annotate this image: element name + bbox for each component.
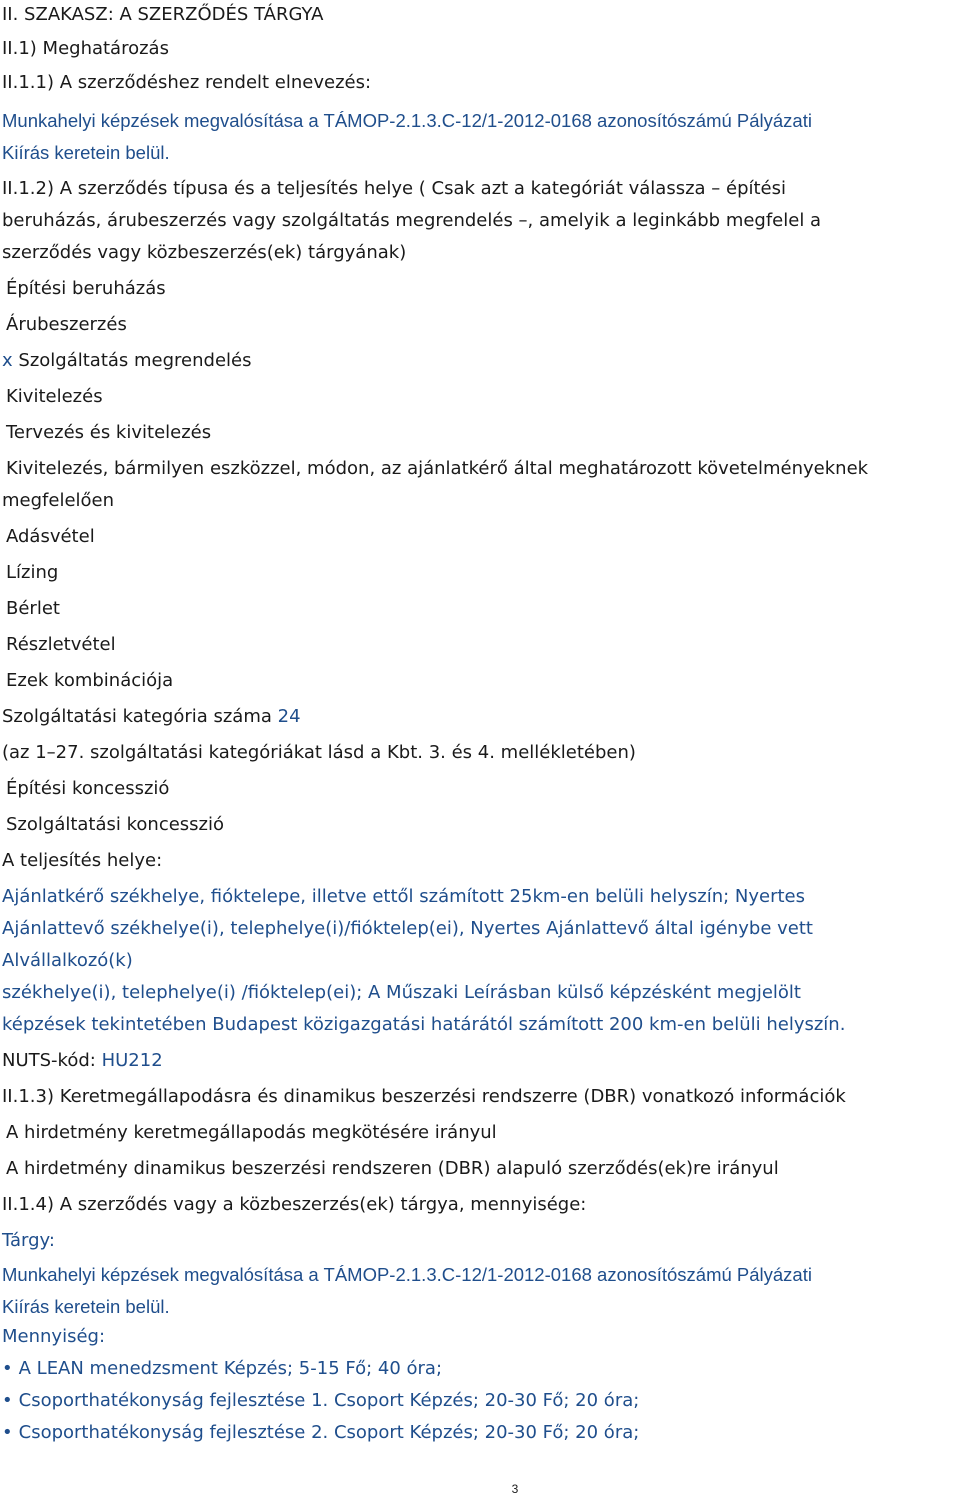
performance-place-line-3: Alvállalkozó(k) [2, 950, 133, 971]
bullet-icon: • [2, 1358, 13, 1379]
nuts-value: HU212 [101, 1050, 163, 1071]
heading-II-1-3: II.1.3) Keretmegállapodásra és dinamikus beszerzési rendszerre (DBR) vonatkozó információk [2, 1086, 846, 1107]
selected-mark: x [2, 350, 13, 371]
category-label: Szolgáltatási kategória száma [2, 706, 272, 727]
category-note: (az 1–27. szolgáltatási kategóriákat lásd a Kbt. 3. és 4. mellékletében) [2, 742, 636, 763]
nuts-code [2, 1050, 163, 1072]
option-adasvetel: Adásvétel [6, 526, 95, 547]
page-number: 3 [511, 1482, 519, 1496]
performance-place-label: A teljesítés helye: [2, 850, 163, 871]
performance-place-line-5: képzések tekintetében Budapest közigazgatási határától számított 200 km-en belüli helyszín. [2, 1014, 846, 1035]
subject-line-1: Munkahelyi képzések megvalósítása a TÁMOP-2.1.3.C-12/1-2012-0168 azonosítószámú Pályázati [2, 1264, 812, 1285]
bullet-icon: • [2, 1422, 13, 1443]
notice-framework-agreement: A hirdetmény keretmegállapodás megkötésére irányul [6, 1122, 497, 1143]
list-item: • A LEAN menedzsment Képzés; 5-15 Fő; 40 óra; [2, 1358, 443, 1379]
performance-place-line-2: Ajánlattevő székhelye(i), telephelye(i)/fióktelep(ei), Nyertes Ajánlattevő által igénybe vett [2, 918, 813, 939]
option-szolgaltatas-label: Szolgáltatás megrendelés [18, 350, 252, 371]
option-reszletvetel: Részletvétel [6, 634, 116, 655]
option-barmilyen-line-2: megfelelően [2, 490, 115, 511]
performance-place-line-4: székhelye(i), telephelye(i) /fióktelep(ei); A Műszaki Leírásban külső képzésként megjelölt [2, 982, 801, 1003]
list-item: • Csoporthatékonyság fejlesztése 2. Csoport Képzés; 20-30 Fő; 20 óra; [2, 1422, 640, 1443]
subject-label: Tárgy: [2, 1230, 55, 1251]
option-epitesi-koncesszio: Építési koncesszió [6, 778, 170, 799]
heading-II-1-2-line-2: beruházás, árubeszerzés vagy szolgáltatás megrendelés –, amelyik a leginkább megfelel a [2, 210, 822, 231]
bullet-icon: • [2, 1390, 13, 1411]
option-epitesi-beruhazas: Építési beruházás [6, 278, 166, 299]
contract-name-line-2: Kiírás keretein belül. [2, 142, 170, 163]
contract-name-line-1: Munkahelyi képzések megvalósítása a TÁMOP-2.1.3.C-12/1-2012-0168 azonosítószámú Pályázati [2, 110, 812, 131]
list-item: • Csoporthatékonyság fejlesztése 1. Csoport Képzés; 20-30 Fő; 20 óra; [2, 1390, 640, 1411]
quantity-label: Mennyiség: [2, 1326, 106, 1347]
notice-dbr: A hirdetmény dinamikus beszerzési rendszeren (DBR) alapuló szerződés(ek)re irányul [6, 1158, 779, 1179]
heading-II-1-1: II.1.1) A szerződéshez rendelt elnevezés: [2, 72, 372, 93]
option-kivitelezes: Kivitelezés [6, 386, 103, 407]
heading-II-1-4: II.1.4) A szerződés vagy a közbeszerzés(ek) tárgya, mennyisége: [2, 1194, 587, 1215]
option-berlet: Bérlet [6, 598, 60, 619]
section-title: II. SZAKASZ: A SZERZŐDÉS TÁRGYA [2, 4, 324, 25]
option-tervezes-es-kivitelezes: Tervezés és kivitelezés [6, 422, 212, 443]
heading-II-1-2-line-3: szerződés vagy közbeszerzés(ek) tárgyának) [2, 242, 407, 263]
option-arubeszerzes: Árubeszerzés [6, 314, 127, 335]
option-szolgaltatasi-koncesszio: Szolgáltatási koncesszió [6, 814, 225, 835]
subject-line-2: Kiírás keretein belül. [2, 1296, 170, 1317]
option-szolgaltatas [2, 350, 252, 372]
option-kombinacio: Ezek kombinációja [6, 670, 174, 691]
category-value: 24 [277, 706, 301, 727]
category-number [2, 706, 301, 728]
heading-II-1: II.1) Meghatározás [2, 38, 169, 59]
nuts-label: NUTS-kód: [2, 1050, 96, 1071]
option-barmilyen-line-1: Kivitelezés, bármilyen eszközzel, módon, az ajánlatkérő által meghatározott követelményeknek [6, 458, 869, 479]
option-lizing: Lízing [6, 562, 59, 583]
heading-II-1-2-line-1: II.1.2) A szerződés típusa és a teljesítés helye ( Csak azt a kategóriát válassza – építési [2, 178, 787, 199]
performance-place-line-1: Ajánlatkérő székhelye, fióktelepe, illetve ettől számított 25km-en belüli helyszín; Nyertes [2, 886, 805, 907]
